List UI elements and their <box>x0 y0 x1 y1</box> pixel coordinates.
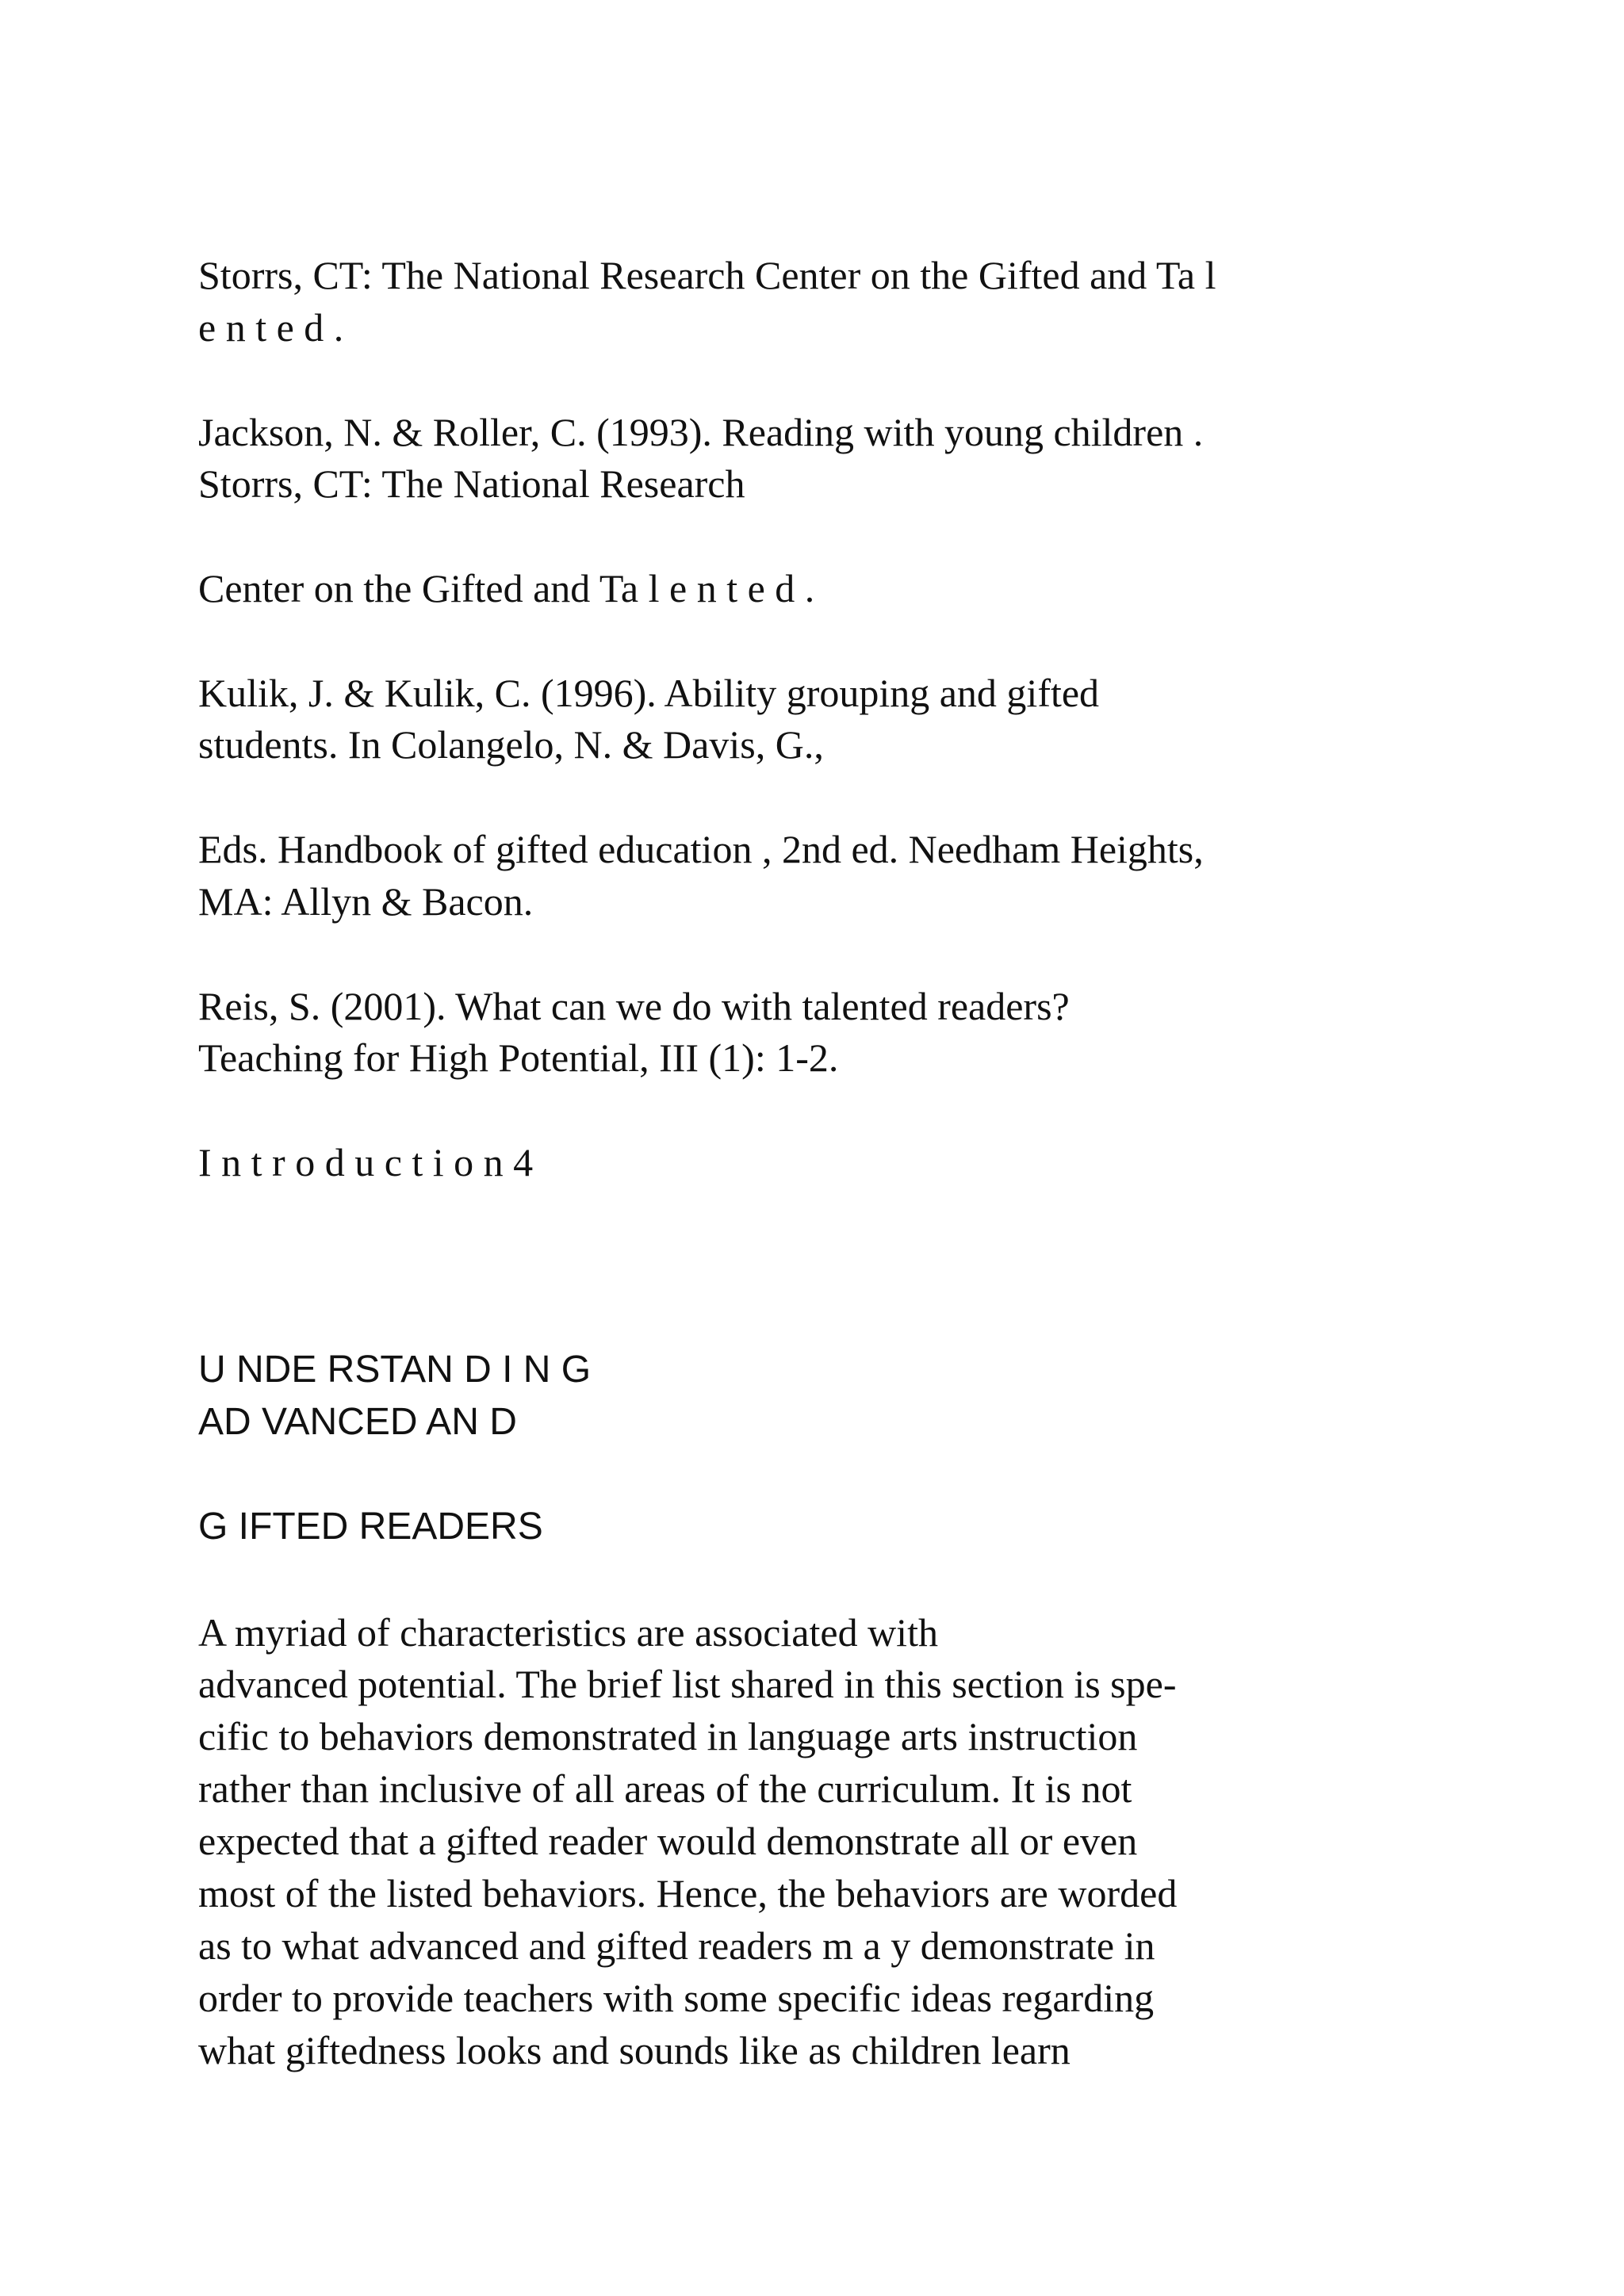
reference-kulik-line-1: Kulik, J. & Kulik, C. (1996). Ability grouping and gifted <box>198 671 1100 715</box>
section-heading-line-3: G IFTED READERS <box>198 1506 543 1548</box>
paragraph-line: order to provide teachers with some specific ideas regarding <box>198 1976 1155 2020</box>
paragraph-line: what giftedness looks and sounds like as children learn <box>198 2028 1071 2072</box>
running-footer-label: I n t r o d u c t i o n 4 <box>198 1140 534 1184</box>
section-heading-line-1: U NDE RSTAN D I N G <box>198 1349 592 1391</box>
reference-kulik-line-3: Eds. Handbook of gifted education , 2nd ed. Needham Heights, <box>198 827 1204 871</box>
reference-continuation-line-1: Storrs, CT: The National Research Center on the Gifted and Ta l <box>198 253 1216 297</box>
section-heading-line-2: AD VANCED AN D <box>198 1401 517 1443</box>
reference-kulik-line-2: students. In Colangelo, N. & Davis, G., <box>198 722 824 767</box>
paragraph-line: cific to behaviors demonstrated in language arts instruction <box>198 1714 1138 1758</box>
reference-jackson-line-1: Jackson, N. & Roller, C. (1993). Reading with young children . <box>198 410 1204 454</box>
reference-reis-line-2: Teaching for High Potential, III (1): 1-2. <box>198 1035 839 1080</box>
paragraph-line: most of the listed behaviors. Hence, the behaviors are worded <box>198 1871 1178 1915</box>
paragraph-line: advanced potential. The brief list shared in this section is spe- <box>198 1662 1177 1706</box>
reference-kulik-line-4: MA: Allyn & Bacon. <box>198 879 534 924</box>
paragraph-line: A myriad of characteristics are associated with <box>198 1610 938 1655</box>
reference-reis-line-1: Reis, S. (2001). What can we do with talented readers? <box>198 984 1070 1028</box>
paragraph-line: as to what advanced and gifted readers m a y demonstrate in <box>198 1923 1155 1968</box>
reference-jackson-line-3: Center on the Gifted and Ta l e n t e d . <box>198 566 815 610</box>
reference-jackson-line-2: Storrs, CT: The National Research <box>198 461 745 506</box>
reference-continuation-line-2: e n t e d . <box>198 305 344 350</box>
paragraph-line: rather than inclusive of all areas of the curriculum. It is not <box>198 1766 1132 1811</box>
paragraph-line: expected that a gifted reader would demonstrate all or even <box>198 1819 1138 1863</box>
